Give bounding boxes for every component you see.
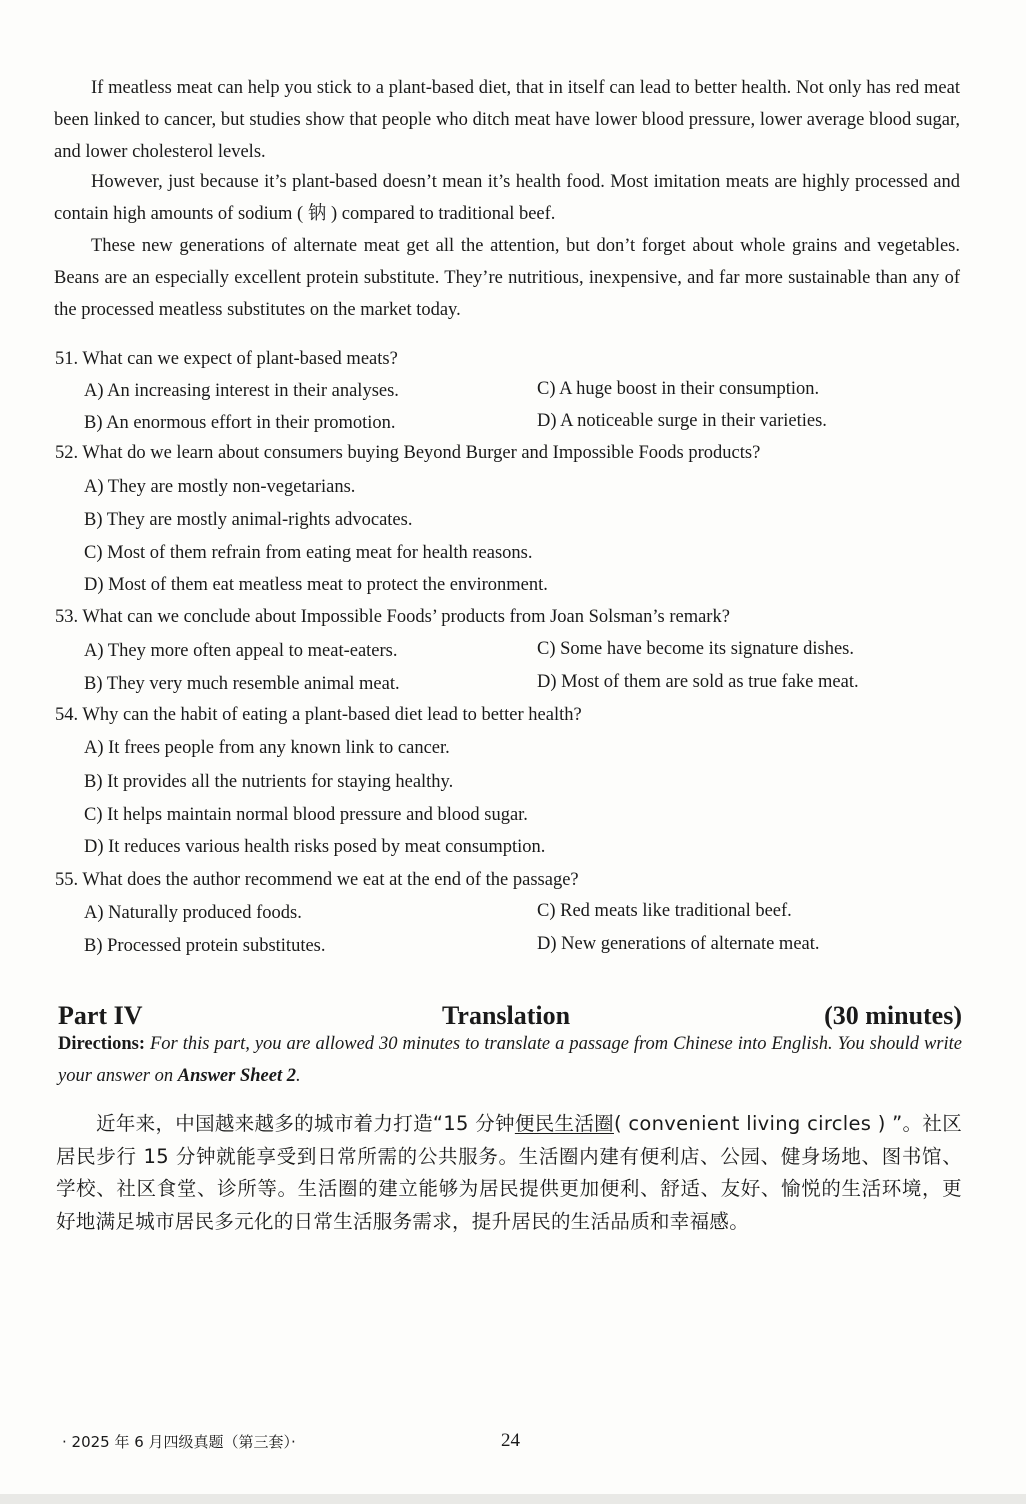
question-54-stem: 54. Why can the habit of eating a plant-based diet lead to better health?: [55, 705, 582, 725]
passage-paragraph-2: [54, 166, 960, 230]
translation-after: ( convenient living circles ) ”。社区居民步行 15 分钟就能享受到日常所需的公共服务。生活圈内建有便利店、公园、健身场地、图书馆、学校、社区食堂、诊所等。生活圈的建立能够为居民提供更加便利、舒适、友好、愉悦的生活环境，更好地满足城市居民多元化的日常生活服务需求，提升居民的生活品质和幸福感。: [56, 1112, 962, 1233]
question-53-option-b[interactable]: B) They very much resemble animal meat.: [84, 674, 400, 694]
part-title: Translation: [442, 1001, 571, 1030]
question-53-stem: 53. What can we conclude about Impossible Foods’ products from Joan Solsman’s remark?: [55, 607, 730, 627]
question-55-option-d[interactable]: D) New generations of alternate meat.: [537, 934, 820, 954]
passage-paragraph-3: [54, 230, 960, 326]
page-number: 24: [501, 1430, 520, 1451]
part-time: (30 minutes): [824, 1001, 962, 1030]
question-54-option-a[interactable]: A) It frees people from any known link to cancer.: [84, 738, 450, 758]
question-51-option-d[interactable]: D) A noticeable surge in their varieties.: [537, 411, 827, 431]
part-label: Part IV: [58, 1001, 143, 1030]
question-52-option-b[interactable]: B) They are mostly animal-rights advocates.: [84, 510, 413, 530]
question-53-option-c[interactable]: C) Some have become its signature dishes.: [537, 639, 855, 659]
question-54-option-c[interactable]: C) It helps maintain normal blood pressure and blood sugar.: [84, 805, 528, 825]
question-55-option-c[interactable]: C) Red meats like traditional beef.: [537, 901, 792, 921]
translation-underlined-term: 便民生活圈: [514, 1112, 614, 1135]
question-52-stem: 52. What do we learn about consumers buying Beyond Burger and Impossible Foods products?: [55, 443, 761, 463]
answer-sheet-label: Answer Sheet 2: [177, 1066, 296, 1086]
question-51-option-a[interactable]: A) An increasing interest in their analyses.: [84, 381, 399, 401]
translation-before: 近年来，中国越来越多的城市着力打造“15 分钟: [96, 1112, 515, 1135]
directions-text: For this part, you are allowed 30 minutes to translate a passage from Chinese into English. You should write your answer on: [58, 1034, 962, 1086]
question-55-option-b[interactable]: B) Processed protein substitutes.: [84, 936, 326, 956]
translation-passage: [56, 1108, 962, 1238]
passage-text-2: However, just because it’s plant-based doesn’t mean it’s health food. Most imitation meats are highly processed and contain high amounts of sodium ( 钠 ) compared to traditional beef.: [54, 172, 960, 224]
question-55-option-a[interactable]: A) Naturally produced foods.: [84, 903, 302, 923]
question-53-option-a[interactable]: A) They more often appeal to meat-eaters.: [84, 641, 398, 661]
passage-text-3: These new generations of alternate meat get all the attention, but don’t forget about whole grains and vegetables. Beans are an especially excellent protein substitute. They’re nutritious, inexpensive, and far more sustainable than any of the processed meatless substitutes on the market today.: [54, 236, 960, 320]
question-55-stem: 55. What does the author recommend we eat at the end of the passage?: [55, 870, 579, 890]
question-54-option-b[interactable]: B) It provides all the nutrients for staying healthy.: [84, 772, 454, 792]
question-52-option-a[interactable]: A) They are mostly non-vegetarians.: [84, 477, 356, 497]
question-52-option-c[interactable]: C) Most of them refrain from eating meat for health reasons.: [84, 543, 533, 563]
question-51-option-b[interactable]: B) An enormous effort in their promotion.: [84, 413, 396, 433]
question-51-option-c[interactable]: C) A huge boost in their consumption.: [537, 379, 820, 399]
directions-label: Directions:: [58, 1034, 145, 1054]
question-51-stem: 51. What can we expect of plant-based meats?: [55, 349, 398, 369]
passage-paragraph-1: [54, 72, 960, 168]
question-54-option-d[interactable]: D) It reduces various health risks posed by meat consumption.: [84, 837, 546, 857]
scan-bottom-edge: [0, 1494, 1026, 1504]
directions: [58, 1028, 962, 1092]
question-53-option-d[interactable]: D) Most of them are sold as true fake meat.: [537, 672, 859, 692]
footer-label: · 2025 年 6 月四级真题（第三套）·: [62, 1433, 296, 1451]
question-52-option-d[interactable]: D) Most of them eat meatless meat to protect the environment.: [84, 575, 548, 595]
directions-end: .: [295, 1066, 301, 1086]
passage-text-1: If meatless meat can help you stick to a plant-based diet, that in itself can lead to better health. Not only has red meat been linked to cancer, but studies show that people who ditch meat have lower blood pressure, lower average blood sugar, and lower cholesterol levels.: [54, 78, 960, 162]
